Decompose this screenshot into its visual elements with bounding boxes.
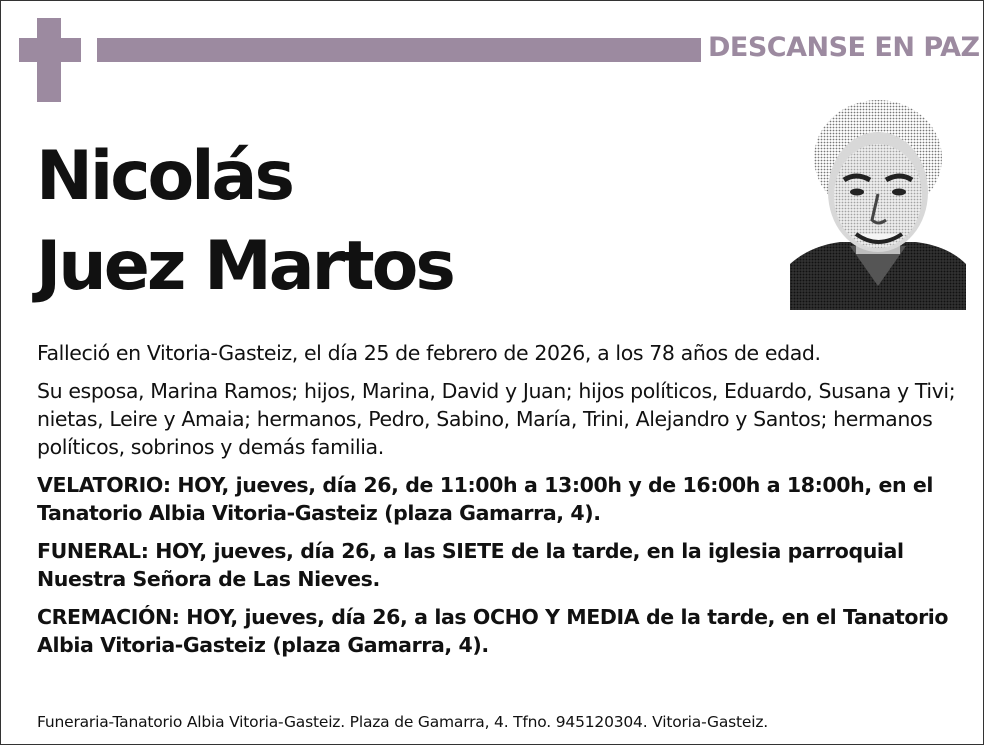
wake-info: VELATORIO: HOY, jueves, día 26, de 11:00h a 13:00h y de 16:00h a 18:00h, en el Tanatorio Albia Vitoria-Gasteiz (plaza Gamarra, 4). (37, 473, 934, 525)
funeral-home-footer: Funeraria-Tanatorio Albia Vitoria-Gasteiz. Plaza de Gamarra, 4. Tfno. 945120304. Vitoria-Gasteiz. (37, 713, 769, 731)
family-list: Su esposa, Marina Ramos; hijos, Marina, David y Juan; hijos políticos, Eduardo, Susana y Tivi; nietas, Leire y Amaia; hermanos, Pedro, Sabino, María, Trini, Alejandro y Santos; hermanos políticos, sobrinos y demás familia. (37, 379, 956, 459)
funeral-info: FUNERAL: HOY, jueves, día 26, a las SIETE de la tarde, en la iglesia parroquial Nuestra Señora de Las Nieves. (37, 539, 904, 591)
cremation-info: CREMACIÓN: HOY, jueves, día 26, a las OCHO Y MEDIA de la tarde, en el Tanatorio Albia Vitoria-Gasteiz (plaza Gamarra, 4). (37, 605, 949, 657)
deceased-last-names: Juez Martos (36, 227, 453, 306)
portrait-icon (790, 96, 966, 310)
obituary-body (37, 339, 957, 669)
deceased-name (36, 132, 453, 312)
header-divider-bar (97, 38, 701, 62)
deceased-first-name: Nicolás (36, 137, 292, 216)
death-notice: Falleció en Vitoria-Gasteiz, el día 25 de febrero de 2026, a los 78 años de edad. (37, 341, 821, 365)
portrait-photo (790, 96, 966, 310)
header-label: DESCANSE EN PAZ (708, 32, 980, 63)
